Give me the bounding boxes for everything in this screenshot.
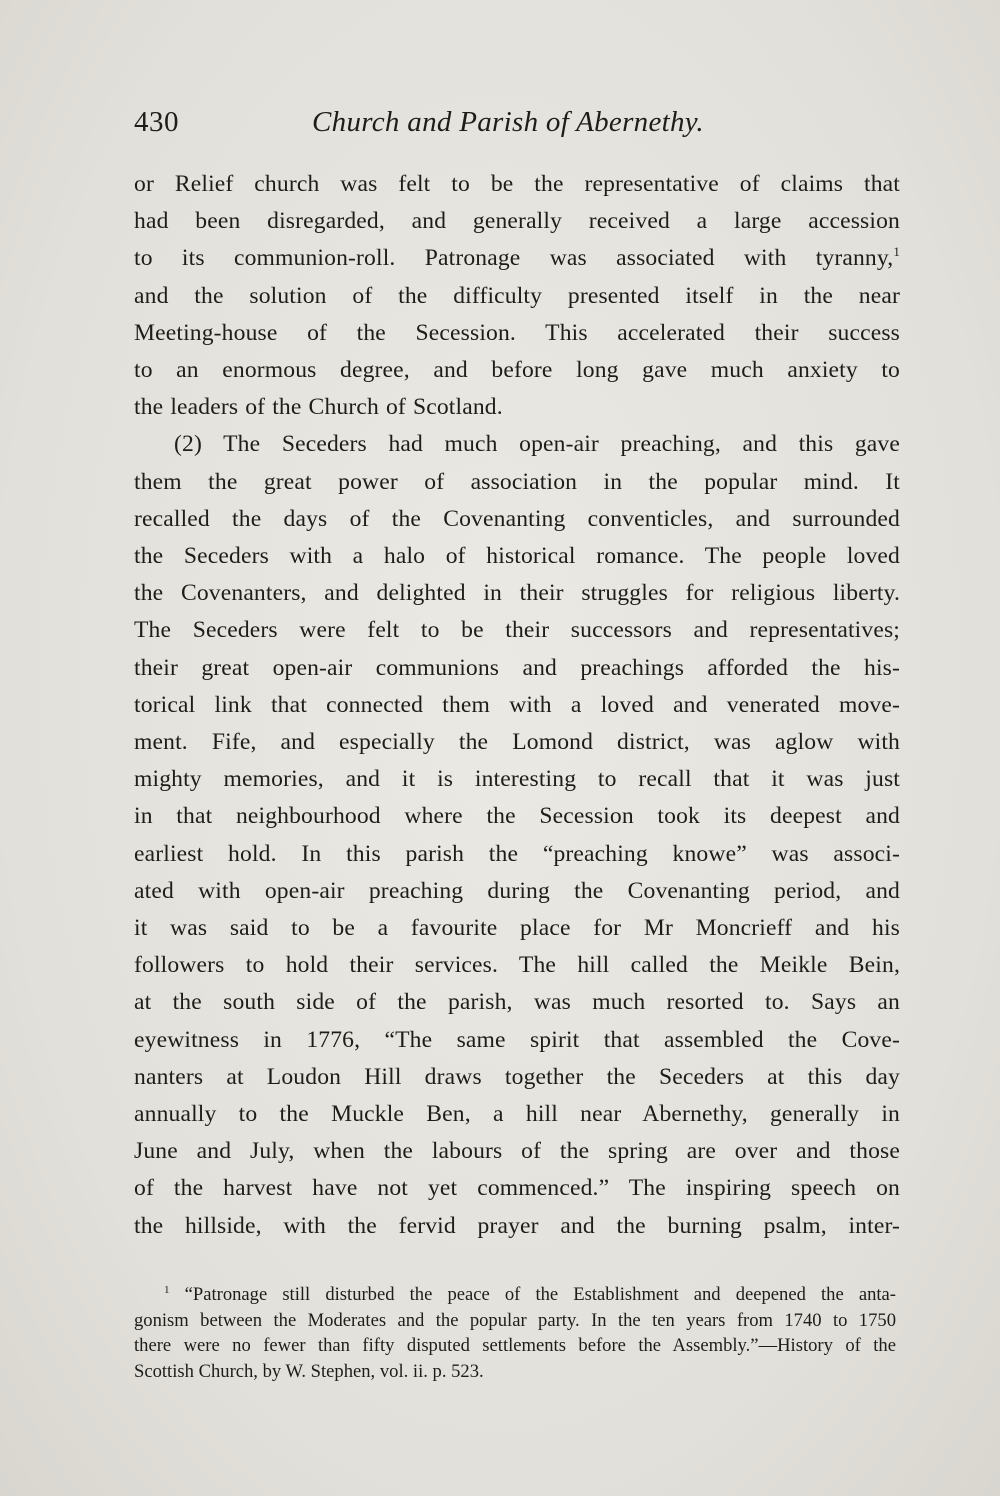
footnote xyxy=(134,1282,896,1384)
text-line: the hillside, with the fervid prayer and the burning psalm, inter- xyxy=(134,1212,900,1239)
text-line: of the harvest have not yet commenced.” The inspiring speech on xyxy=(134,1175,900,1202)
text-line: in that neighbourhood where the Secession took its deepest and xyxy=(134,803,900,830)
text-line: mighty memories, and it is interesting to recall that it was just xyxy=(134,766,900,793)
footnote-line-content: “Patronage still disturbed the peace of the Establishment and deepened the anta- xyxy=(184,1284,896,1305)
footnote-marker: 1 xyxy=(164,1283,170,1296)
text-line: June and July, when the labours of the spring are over and those xyxy=(134,1138,900,1165)
text-line: earliest hold. In this parish the “preaching knowe” was associ- xyxy=(134,840,900,867)
text-line: ment. Fife, and especially the Lomond district, was aglow with xyxy=(134,729,900,756)
text-line: their great open-air communions and preachings afforded the his- xyxy=(134,654,900,681)
text-line: the leaders of the Church of Scotland. xyxy=(134,394,503,421)
text-line: it was said to be a favourite place for Mr Moncrieff and his xyxy=(134,915,900,942)
text-line: the Seceders with a halo of historical romance. The people loved xyxy=(134,543,900,570)
text-line-content: to its communion-roll. Patronage was associated with tyranny, xyxy=(134,245,894,272)
footnote-line: gonism between the Moderates and the popular party. In the ten years from 1740 to 1750 xyxy=(134,1309,896,1331)
footnote-line: there were no fewer than fifty disputed settlements before the Assembly.”—History of the xyxy=(134,1335,896,1356)
text-line: the Covenanters, and delighted in their struggles for religious liberty. xyxy=(134,580,900,607)
text-line xyxy=(134,240,900,277)
text-line: Meeting-house of the Secession. This accelerated their success xyxy=(134,319,900,346)
body-text xyxy=(134,166,900,1245)
running-title: Church and Parish of Abernethy. xyxy=(312,106,704,138)
text-line: eyewitness in 1776, “The same spirit that assembled the Cove- xyxy=(134,1026,900,1053)
text-line: ated with open-air preaching during the Covenanting period, and xyxy=(134,877,900,904)
text-line: at the south side of the parish, was much resorted to. Says an xyxy=(134,989,900,1016)
footnote-line xyxy=(134,1282,896,1308)
text-line: and the solution of the difficulty presented itself in the near xyxy=(134,282,900,309)
text-line: to an enormous degree, and before long gave much anxiety to xyxy=(134,357,900,384)
footnote-line: Scottish Church, by W. Stephen, vol. ii. p. 523. xyxy=(134,1360,484,1382)
text-line: (2) The Seceders had much open-air preaching, and this gave xyxy=(174,431,900,458)
text-line: annually to the Muckle Ben, a hill near Abernethy, generally in xyxy=(134,1101,900,1128)
text-line: had been disregarded, and generally received a large accession xyxy=(134,208,900,235)
text-line: nanters at Loudon Hill draws together the Seceders at this day xyxy=(134,1063,900,1090)
text-line: followers to hold their services. The hill called the Meikle Bein, xyxy=(134,952,900,979)
page-header xyxy=(134,106,894,150)
text-line: torical link that connected them with a loved and venerated move- xyxy=(134,691,900,718)
footnote-reference: 1 xyxy=(893,244,900,260)
text-line: recalled the days of the Covenanting conventicles, and surrounded xyxy=(134,505,900,532)
text-line: The Seceders were felt to be their successors and representatives; xyxy=(134,617,900,644)
text-line: or Relief church was felt to be the representative of claims that xyxy=(134,171,900,197)
page-number: 430 xyxy=(134,106,179,138)
text-line: them the great power of association in the popular mind. It xyxy=(134,468,900,495)
